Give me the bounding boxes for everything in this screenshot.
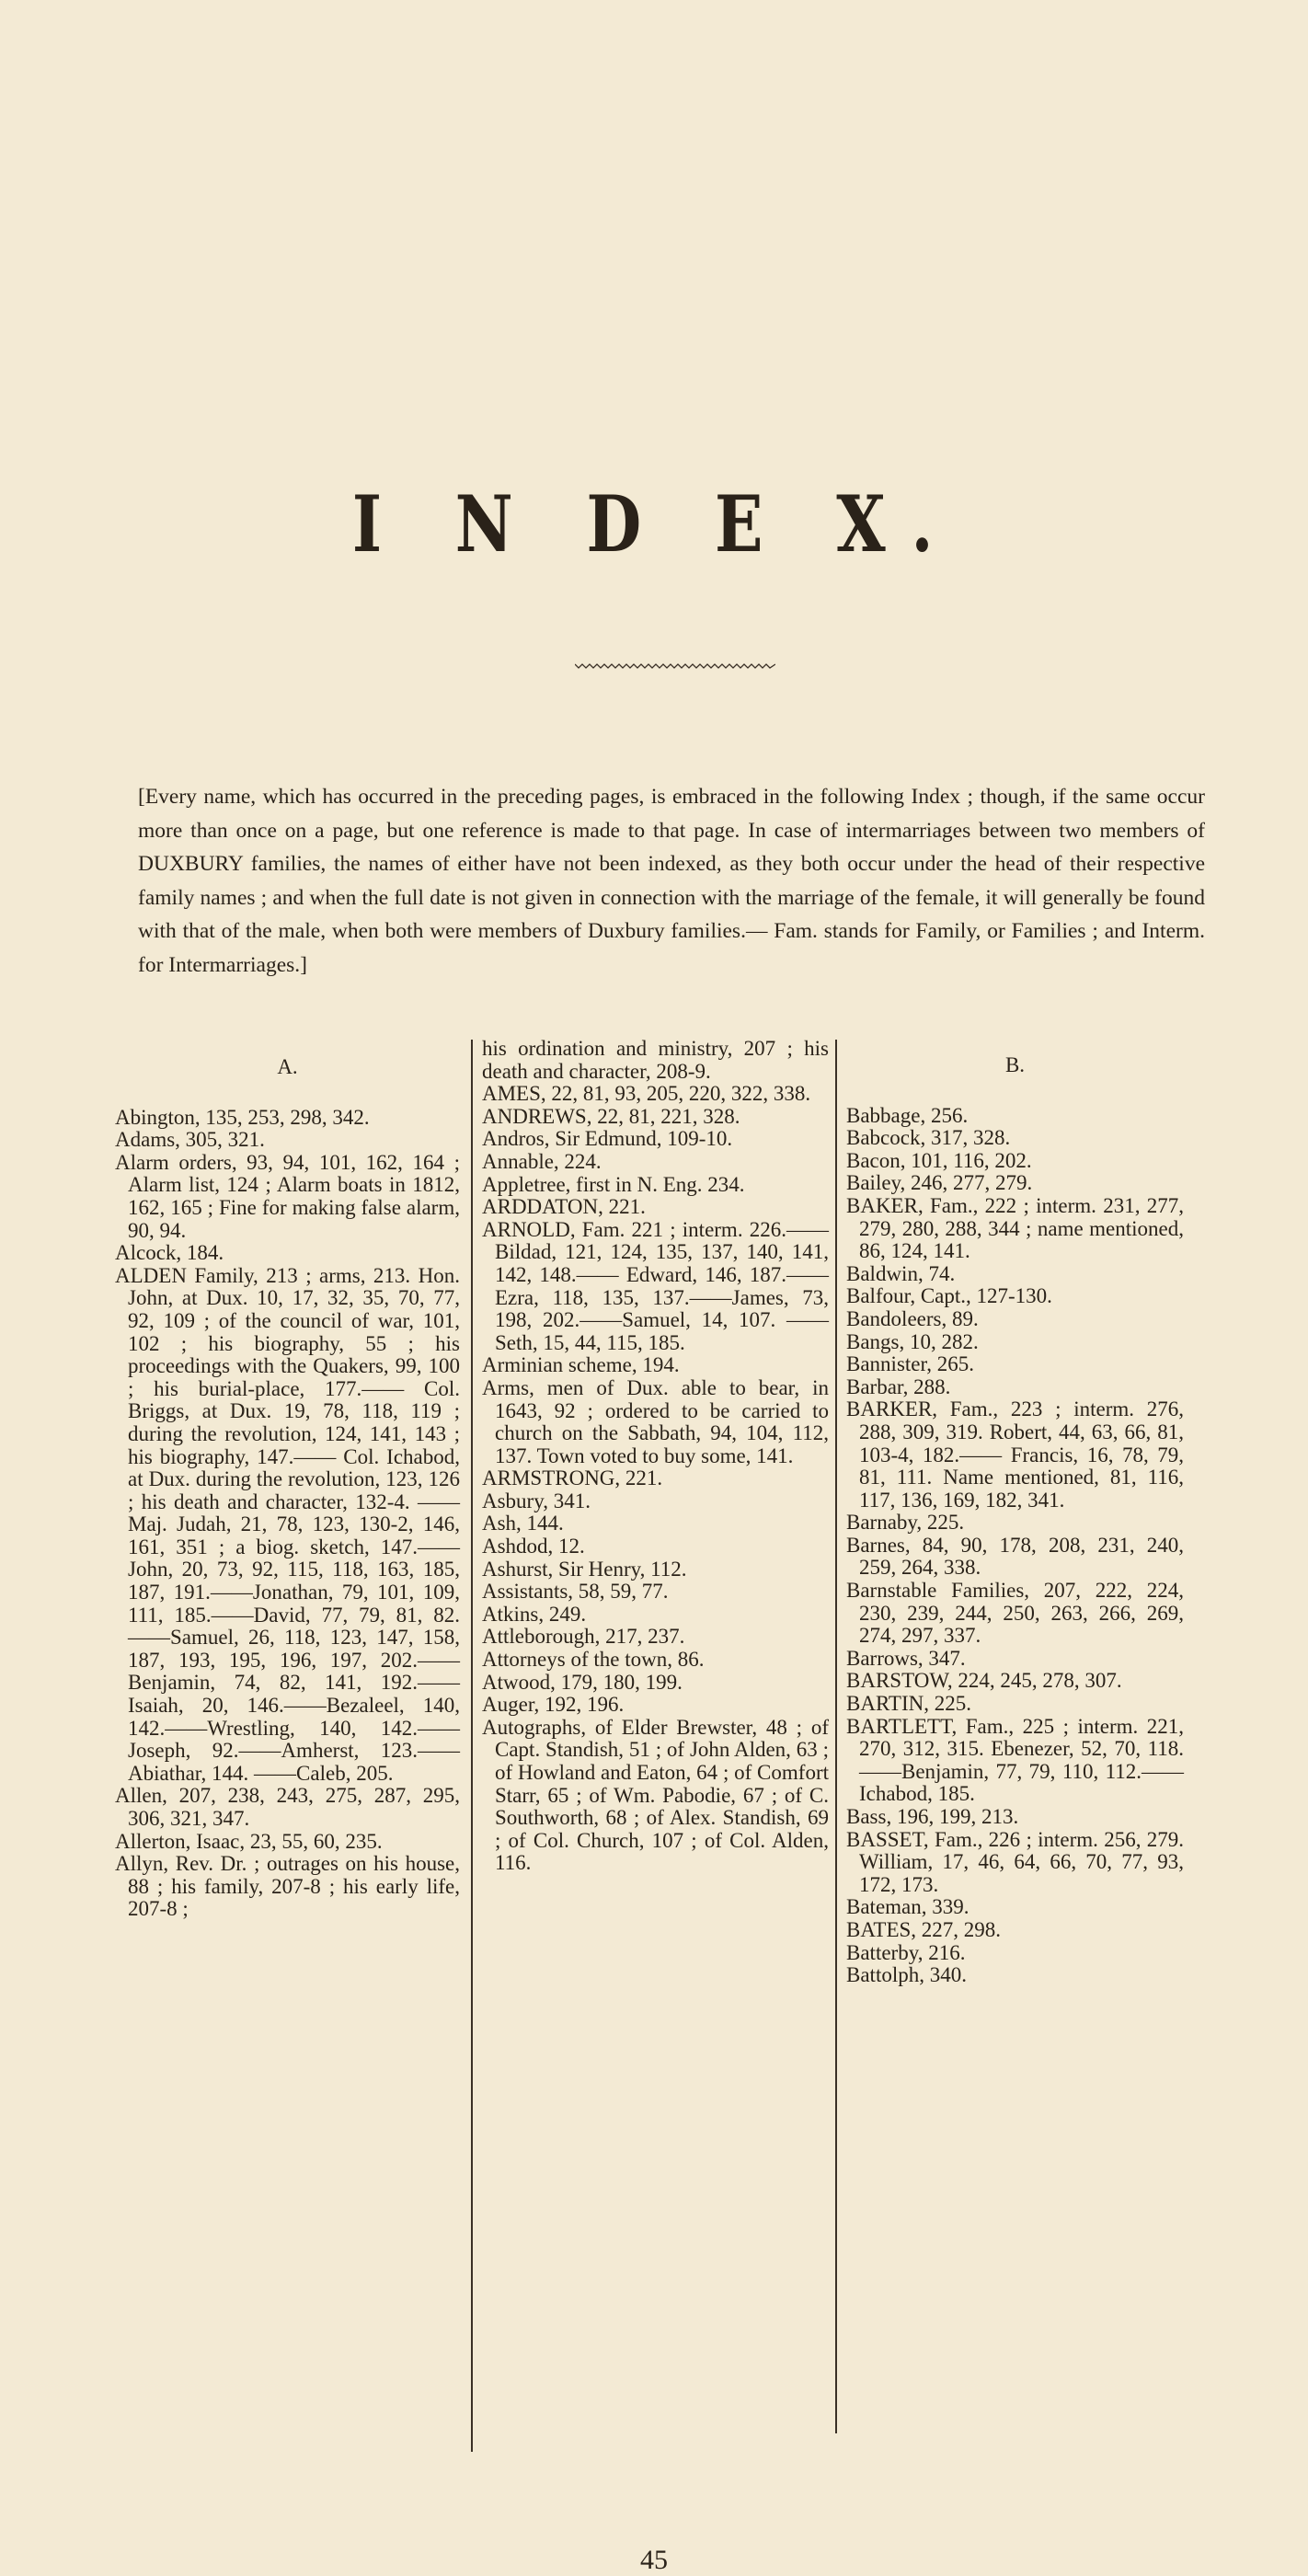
index-entry: Assistants, 58, 59, 77.: [482, 1580, 669, 1604]
index-entry: Balfour, Capt., 127-130.: [846, 1284, 1052, 1308]
index-entry: Arminian scheme, 194.: [482, 1353, 680, 1377]
column-divider: [835, 1040, 837, 2433]
index-column-b: [846, 1054, 1184, 1987]
index-entry: BARTIN, 225.: [846, 1692, 971, 1716]
index-entry: Autographs, of Elder Brewster, 48 ; of Capt. Standish, 51 ; of John Alden, 63 ; of Howland and Eaton, 64 ; of Comfort Starr, 65 ; of Wm. Pabodie, 67 ; of C. Southworth, 68 ; of Alex. Standish, 69 ; of Col. Church, 107 ; of Col. Alden, 116.: [482, 1715, 829, 1875]
index-entry: BARKER, Fam., 223 ; interm. 276, 288, 309, 319. Robert, 44, 63, 66, 81, 103-4, 182.—— Francis, 16, 78, 79, 81, 111. Name mentioned, 81, 116, 117, 136, 169, 182, 341.: [846, 1397, 1184, 1512]
page-number: 45: [640, 2545, 668, 2575]
index-entry: Auger, 192, 196.: [482, 1693, 625, 1717]
index-entry: Appletree, first in N. Eng. 234.: [482, 1172, 745, 1196]
index-entry: Bass, 196, 199, 213.: [846, 1805, 1019, 1828]
index-entry: Bailey, 246, 277, 279.: [846, 1171, 1033, 1195]
index-entry: Atwood, 179, 180, 199.: [482, 1670, 683, 1694]
index-entry: Bannister, 265.: [846, 1352, 974, 1376]
index-entry: Battolph, 340.: [846, 1963, 967, 1987]
index-entry: ARMSTRONG, 221.: [482, 1466, 663, 1490]
index-entry: Attorneys of the town, 86.: [482, 1648, 705, 1672]
section-heading-a: A.: [277, 1055, 298, 1078]
index-entry: AMES, 22, 81, 93, 205, 220, 322, 338.: [482, 1082, 811, 1106]
index-entry: Barnstable Families, 207, 222, 224, 230, 239, 244, 250, 263, 266, 269, 274, 297, 337.: [846, 1579, 1184, 1648]
index-entry: BAKER, Fam., 222 ; interm. 231, 277, 279, 280, 288, 344 ; name mentioned, 86, 124, 141.: [846, 1193, 1184, 1263]
index-column-a: [115, 1056, 460, 1921]
page-title: I N D E X.: [351, 478, 959, 569]
index-entry: Andros, Sir Edmund, 109-10.: [482, 1127, 733, 1151]
index-preface: [Every name, which has occurred in the preceding pages, is embraced in the following Index ; though, if the same occur more than once on a page, but one reference is made to that page. In case of intermarriages between two members of DUXBURY families, the names of either have not been indexed, as they both occur under the head of their respective family names ; and when the full date is not given in connection with the marriage of the female, it will generally be found with that of the male, when both were members of Duxbury families.— Fam. stands for Family, or Families ; and Interm. for Intermarriages.]: [138, 785, 1205, 977]
index-entry: BATES, 227, 298.: [846, 1917, 1002, 1941]
index-entry: Barrows, 347.: [846, 1646, 966, 1670]
index-entry: Annable, 224.: [482, 1149, 602, 1173]
index-entry: Bacon, 101, 116, 202.: [846, 1148, 1032, 1172]
index-entry: Bangs, 10, 282.: [846, 1329, 979, 1353]
index-entry: ANDREWS, 22, 81, 221, 328.: [482, 1104, 740, 1128]
index-entry: Barbar, 288.: [846, 1374, 951, 1398]
index-entry: Allyn, Rev. Dr. ; outrages on his house, 88 ; his family, 207-8 ; his early life, 207-8 ;: [115, 1852, 460, 1921]
index-entry: Allerton, Isaac, 23, 55, 60, 235.: [115, 1829, 383, 1853]
index-entry: Abington, 135, 253, 298, 342.: [115, 1105, 370, 1129]
index-entry: Arms, men of Dux. able to bear, in 1643, 92 ; ordered to be carried to church on the Sabbath, 94, 104, 112, 137. Town voted to buy some, 141.: [482, 1375, 829, 1467]
wavy-rule-ornament: [575, 661, 775, 672]
index-entry: BARSTOW, 224, 245, 278, 307.: [846, 1669, 1122, 1693]
index-entry-continued: his ordination and ministry, 207 ; his death and character, 208-9.: [482, 1037, 829, 1083]
index-entry: Barnaby, 225.: [846, 1511, 965, 1535]
index-column-a-continued: [482, 1038, 829, 1875]
index-entry: Adams, 305, 321.: [115, 1128, 265, 1152]
index-entry: ARDDATON, 221.: [482, 1195, 646, 1219]
index-entry: Attleborough, 217, 237.: [482, 1625, 685, 1649]
index-entry: Atkins, 249.: [482, 1602, 587, 1626]
index-entry: ARNOLD, Fam. 221 ; interm. 226.——Bildad, 121, 124, 135, 137, 140, 141, 142, 148.—— Edward, 146, 187.——Ezra, 118, 135, 137.——James, 73, 198, 202.——Samuel, 14, 107. ——Seth, 15, 44, 115, 185.: [482, 1217, 829, 1354]
index-entry: Alarm orders, 93, 94, 101, 162, 164 ; Alarm list, 124 ; Alarm boats in 1812, 162, 165 ; Fine for making false alarm, 90, 94.: [115, 1150, 460, 1242]
index-entry: Ashurst, Sir Henry, 112.: [482, 1557, 687, 1581]
index-entry: Asbury, 341.: [482, 1489, 591, 1512]
index-entry: Ashdod, 12.: [482, 1535, 585, 1558]
index-entry: Babbage, 256.: [846, 1103, 969, 1127]
index-entry: Bateman, 339.: [846, 1895, 970, 1919]
index-entry: Ash, 144.: [482, 1512, 564, 1535]
index-entry: BASSET, Fam., 226 ; interm. 256, 279. William, 17, 46, 64, 66, 70, 77, 93, 172, 173.: [846, 1827, 1184, 1896]
section-heading-b: B.: [1004, 1053, 1026, 1076]
index-entry: ALDEN Family, 213 ; arms, 213. Hon. John, at Dux. 10, 17, 32, 35, 70, 77, 92, 109 ; of the council of war, 101, 102 ; his biography, 55 ; his proceedings with the Quakers, 99, 100 ; his burial-place, 177.—— Col. Briggs, at Dux. 19, 78, 118, 119 ; during the revolution, 124, 141, 143 ; his biography, 147.—— Col. Ichabod, at Dux. during the revolution, 123, 126 ; his death and character, 132-4. ——Maj. Judah, 21, 78, 123, 130-2, 146, 161, 351 ; a biog. sketch, 147.——John, 20, 73, 92, 115, 118, 163, 185, 187, 191.——Jonathan, 79, 101, 109, 111, 185.——David, 77, 79, 81, 82.——Samuel, 26, 118, 123, 147, 158, 187, 193, 195, 196, 197, 202.——Benjamin, 74, 82, 141, 192.—— Isaiah, 20, 146.——Bezaleel, 140, 142.——Wrestling, 140, 142.——Joseph, 92.——Amherst, 123.——Abiathar, 144. ——Caleb, 205.: [115, 1263, 460, 1785]
index-entry: Allen, 207, 238, 243, 275, 287, 295, 306, 321, 347.: [115, 1784, 460, 1830]
index-entry: Barnes, 84, 90, 178, 208, 231, 240, 259, 264, 338.: [846, 1533, 1184, 1580]
index-entry: BARTLETT, Fam., 225 ; interm. 221, 270, 312, 315. Ebenezer, 52, 70, 118.——Benjamin, 77, 79, 110, 112.——Ichabod, 185.: [846, 1714, 1184, 1806]
column-divider: [471, 1040, 473, 2452]
index-entry: Baldwin, 74.: [846, 1261, 956, 1285]
index-entry: Batterby, 216.: [846, 1940, 966, 1964]
index-entry: Alcock, 184.: [115, 1241, 224, 1265]
index-entry: Bandoleers, 89.: [846, 1306, 979, 1330]
index-entry: Babcock, 317, 328.: [846, 1126, 1011, 1150]
